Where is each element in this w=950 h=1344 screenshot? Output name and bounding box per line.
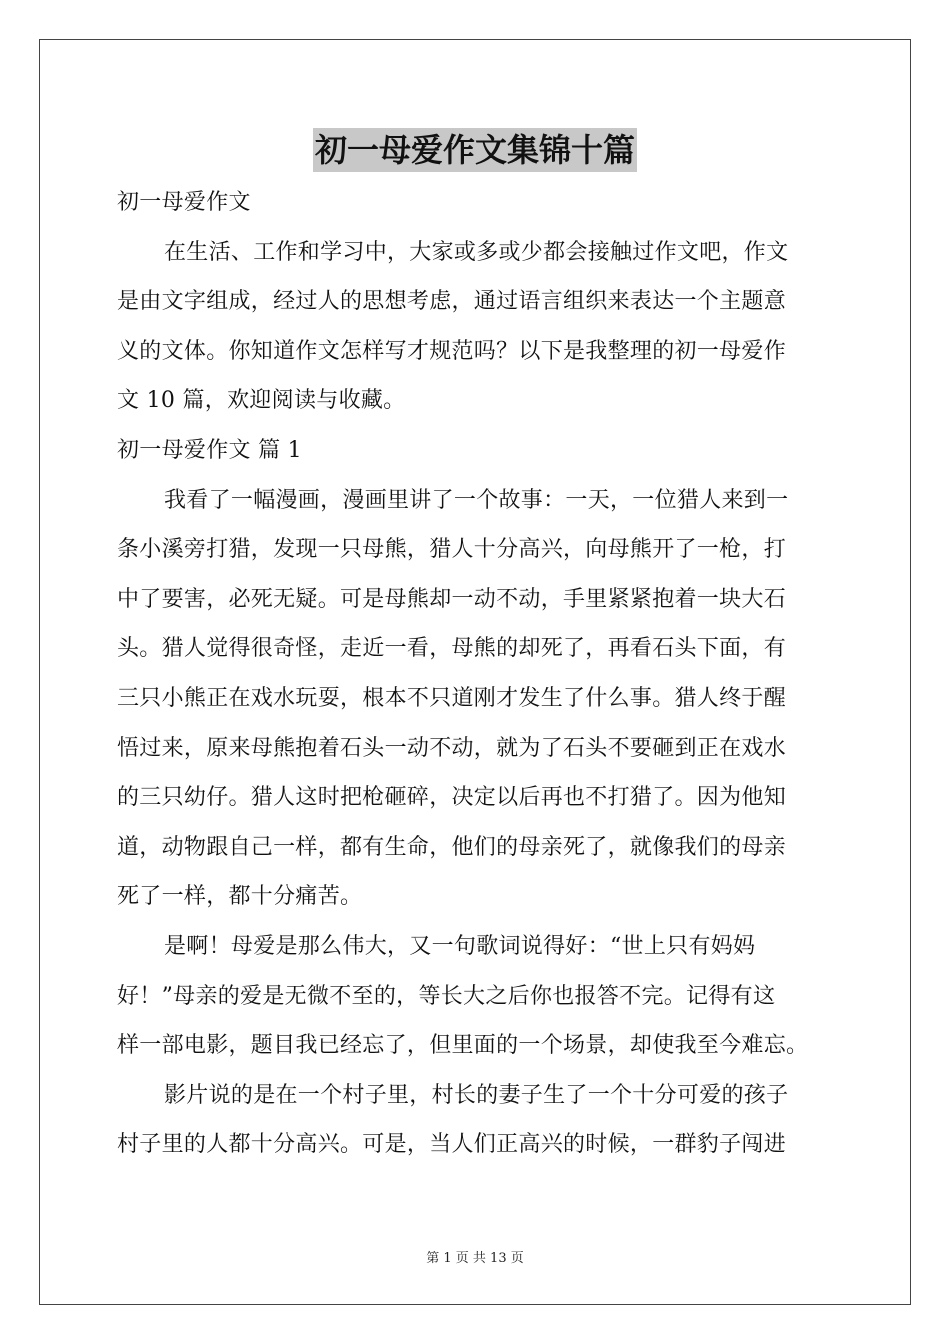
paragraph-line: 村子里的人都十分高兴。可是，当人们正高兴的时候，一群豹子闯进 (117, 1132, 787, 1158)
paragraph-line: 头。猎人觉得很奇怪，走近一看，母熊的却死了，再看石头下面，有 (117, 636, 787, 662)
document-title: 初一母爱作文集锦十篇 (313, 128, 637, 172)
paragraph-line: 我看了一幅漫画，漫画里讲了一个故事：一天，一位猎人来到一 (164, 487, 789, 513)
paragraph-line: 文 10 篇，欢迎阅读与收藏。 (117, 388, 406, 414)
paragraph-line: 悟过来，原来母熊抱着石头一动不动，就为了石头不要砸到正在戏水 (117, 735, 787, 761)
section-heading: 初一母爱作文 (117, 190, 251, 215)
paragraph-line: 死了一样，都十分痛苦。 (117, 884, 363, 910)
section-heading: 初一母爱作文 篇 1 (117, 437, 302, 463)
paragraph-line: 条小溪旁打猎，发现一只母熊，猎人十分高兴，向母熊开了一枪，打 (117, 537, 787, 563)
paragraph-line: 道，动物跟自己一样，都有生命，他们的母亲死了，就像我们的母亲 (117, 834, 787, 860)
paragraph-line: 好！”母亲的爱是无微不至的，等长大之后你也报答不完。记得有这 (117, 983, 776, 1009)
paragraph-line: 影片说的是在一个村子里，村长的妻子生了一个十分可爱的孩子 (164, 1082, 789, 1108)
title-container (0, 128, 950, 172)
page-footer: 第 1 页 共 13 页 (426, 1251, 524, 1266)
paragraph-line: 义的文体。你知道作文怎样写才规范吗？以下是我整理的初一母爱作 (117, 338, 787, 364)
paragraph-line: 是啊！母爱是那么伟大，又一句歌词说得好：“世上只有妈妈 (164, 933, 756, 959)
paragraph-line: 是由文字组成，经过人的思想考虑，通过语言组织来表达一个主题意 (117, 289, 787, 315)
paragraph-line: 样一部电影，题目我已经忘了，但里面的一个场景，却使我至今难忘。 (117, 1033, 809, 1059)
paragraph-line: 三只小熊正在戏水玩耍，根本不只道刚才发生了什么事。猎人终于醒 (117, 685, 787, 711)
paragraph-line: 的三只幼仔。猎人这时把枪砸碎，决定以后再也不打猎了。因为他知 (117, 785, 787, 811)
document-body (117, 178, 837, 1170)
paragraph-line: 在生活、工作和学习中，大家或多或少都会接触过作文吧，作文 (164, 239, 789, 265)
paragraph-line: 中了要害，必死无疑。可是母熊却一动不动，手里紧紧抱着一块大石 (117, 586, 787, 612)
